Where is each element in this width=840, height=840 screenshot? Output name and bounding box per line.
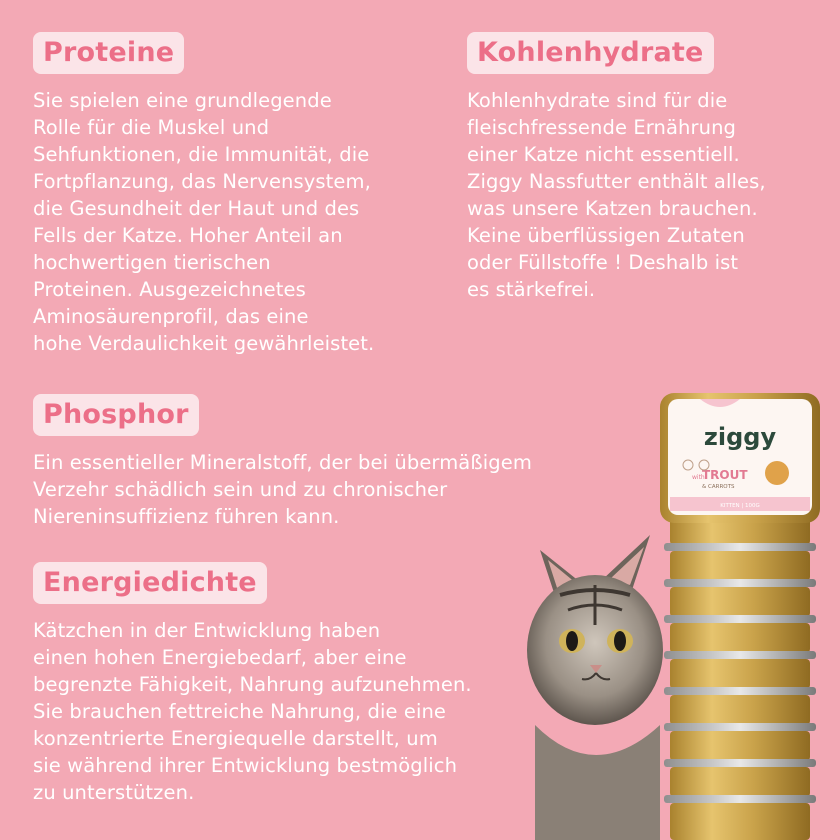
section-proteine — [33, 32, 473, 357]
kitten-image — [527, 535, 663, 840]
section-energiedichte — [33, 562, 593, 806]
text-kohlenhydrate: Kohlenhydrate sind für die fleischfressende Ernährung einer Katze nicht essentiell. Ziggy Nassfutter enthält alles, was unsere Katzen brauchen. Keine überflüssigen Zutaten oder Füllstoffe ! Deshalb ist es stärkefrei. — [467, 89, 766, 301]
product-illustration — [520, 385, 840, 840]
tray-stack — [664, 515, 816, 840]
heading-phosphor: Phosphor — [33, 394, 199, 436]
heading-energiedichte: Energiedichte — [33, 562, 267, 604]
product-brand: ziggy — [703, 423, 777, 451]
product-tray-lid — [660, 393, 820, 523]
section-kohlenhydrate — [467, 32, 837, 303]
text-proteine: Sie spielen eine grundlegende Rolle für die Muskel und Sehfunktionen, die Immunität, die Fortpflanzung, das Nervensystem, die Gesundheit der Haut und des Fells der Katze. Hoher Anteil an hochwertigen tierischen Proteinen. Ausgezeichnetes Aminosäurenprofil, das eine hohe Verdaulichkeit gewährleistet. — [33, 89, 375, 355]
product-footer: KITTEN | 100G — [720, 503, 760, 509]
heading-proteine: Proteine — [33, 32, 184, 74]
product-prefix: with — [692, 474, 705, 481]
text-phosphor: Ein essentieller Mineralstoff, der bei übermäßigem Verzehr schädlich sein und zu chronischer Niereninsuffizienz führen kann. — [33, 451, 532, 528]
heading-kohlenhydrate: Kohlenhydrate — [467, 32, 714, 74]
cat-mascot-icon — [765, 461, 789, 485]
product-flavor-sub: & CARROTS — [702, 484, 735, 490]
text-energiedichte: Kätzchen in der Entwicklung haben einen hohen Energiebedarf, aber eine begrenzte Fähigkeit, Nahrung aufzunehmen. Sie brauchen fettreiche Nahrung, die eine konzentrierte Energiequelle darstellt, um sie während ihrer Entwicklung bestmöglich zu unterstützen. — [33, 619, 472, 804]
product-flavor: TROUT — [702, 468, 748, 482]
